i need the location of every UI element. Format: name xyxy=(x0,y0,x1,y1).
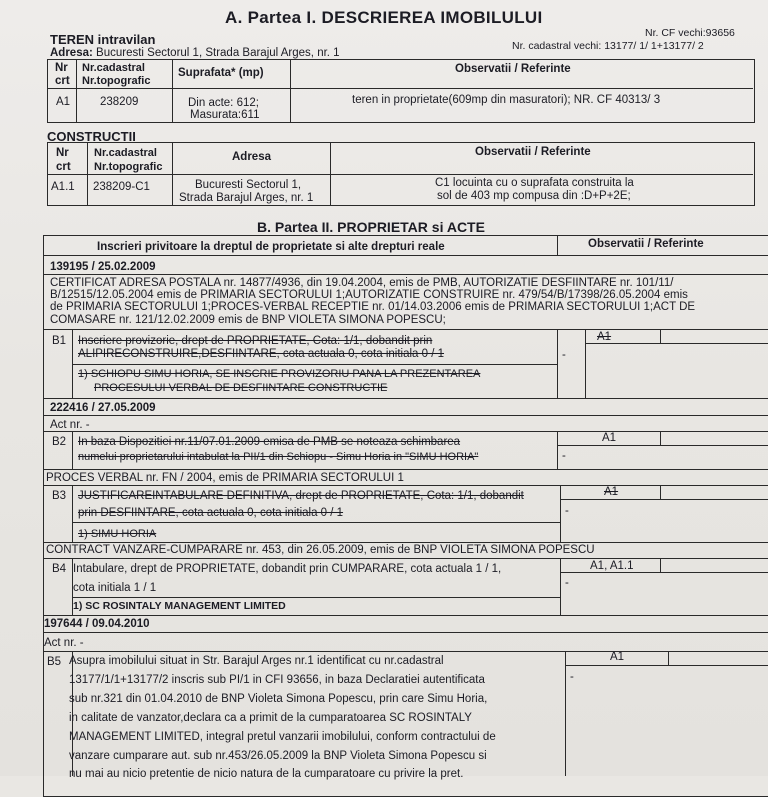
b5-line-7: nu mai au nicio pretentie de nicio natura de la cumparatoare cu privire la pret. xyxy=(69,768,464,780)
b2-dash: - xyxy=(562,450,566,462)
con-nr: A1.1 xyxy=(51,181,75,193)
b3-line-2: prin DESFIINTARE, cota actuala 0, cota initiala 0 / 1 xyxy=(78,507,344,519)
section-id-5: 197644 / 09.04.2010 xyxy=(44,618,150,630)
act-line-1c: de PRIMARIA SECTORULUI 1;PROCES-VERBAL RECEPTIE nr. 01/14.03.2006 emis de PRIMARIA SECTORULUI 1;ACT DE xyxy=(50,301,696,313)
land-hdr-nr: Nr crt xyxy=(55,62,70,87)
land-nr: A1 xyxy=(56,96,71,108)
b3-dash: - xyxy=(565,505,569,517)
entry-b1: B1 xyxy=(52,335,67,347)
b5-line-6: vanzare cumparare aut. sub nr.453/26.05.2009 la BNP Violeta Simona Popescu si xyxy=(69,750,487,762)
con-address-1: Bucuresti Sectorul 1, xyxy=(195,179,302,191)
b5-line-5: MANAGEMENT LIMITED, integral pretul vanzarii imobilului, conform contractului de xyxy=(69,731,496,743)
b4-ref: A1, A1.1 xyxy=(590,560,634,572)
b1-line-1: Inscriere provizorie, drept de PROPRIETATE, Cota: 1/1, dobandit prin xyxy=(78,335,433,347)
part-b-title: B. Partea II. PROPRIETAR si ACTE xyxy=(257,219,485,235)
land-label: TEREN intravilan xyxy=(50,32,156,47)
act-line-1b: B/12515/12.05.2004 emis de PRIMARIA SECTORULUI 1;AUTORIZATIE CONSTRUIRE nr. 479/54/B/17398/26.05.2004 emis xyxy=(50,289,688,301)
b1-dash: - xyxy=(562,349,566,361)
section-id-2: 222416 / 27.05.2009 xyxy=(50,402,156,414)
b3-ref: A1 xyxy=(604,486,619,498)
con-hdr-obs: Observatii / Referinte xyxy=(475,146,591,158)
land-cadastral: 238209 xyxy=(100,96,139,108)
part-b-header-left: Inscrieri privitoare la dreptul de proprietate si alte drepturi reale xyxy=(97,241,445,253)
section-id-1: 139195 / 25.02.2009 xyxy=(50,261,156,273)
con-hdr-nr: Nr crt xyxy=(56,147,71,173)
address-line xyxy=(50,47,340,59)
b4-owner: 1) SC ROSINTALY MANAGEMENT LIMITED xyxy=(73,600,286,612)
land-hdr-surface: Suprafata* (mp) xyxy=(178,67,264,79)
cf-old: Nr. CF vechi:93656 xyxy=(645,27,735,39)
act-5: Act nr. - xyxy=(44,637,84,649)
b4-line-2: cota initiala 1 / 1 xyxy=(73,582,157,594)
b2-line-2: numelui proprietarului intabulat la PII/1 din Schiopu - Simu Horia in "SIMU HORIA" xyxy=(78,451,479,463)
act-2: Act nr. - xyxy=(50,419,90,431)
b3-line-1: JUSTIFICAREINTABULARE DEFINITIVA, drept de PROPRIETATE, Cota: 1/1, dobandit xyxy=(78,490,524,502)
b5-line-1: Asupra imobilului situat in Str. Barajul Arges nr.1 identificat cu nr.cadastral xyxy=(69,655,444,667)
con-hdr-cadastral: Nr.cadastral Nr.topografic xyxy=(94,147,163,173)
address-label: Adresa: xyxy=(50,47,93,59)
b5-dash: - xyxy=(570,671,574,683)
entry-b2: B2 xyxy=(52,436,67,448)
land-hdr-obs: Observatii / Referinte xyxy=(455,63,571,75)
land-surface-masurata: Masurata:611 xyxy=(190,109,260,121)
act-line-1d: COMASARE nr. 121/12.02.2009 emis de BNP VIOLETA SIMONA POPESCU; xyxy=(50,314,446,326)
b1-ref: A1 xyxy=(597,331,612,343)
b5-line-2: 13177/1/1+13177/2 inscris sub PI/1 in CFI 93656, in baza Declaratiei autentificata xyxy=(69,674,485,686)
b1-owner-1: 1) SCHIOPU SIMU HORIA, SE INSCRIE PROVIZORIU PANA LA PREZENTAREA xyxy=(78,368,481,380)
b2-line-1: In baza Dispozitiei nr.11/07.01.2009 emisa de PMB se noteaza schimbarea xyxy=(78,436,461,448)
land-obs: teren in proprietate(609mp din masuratori); NR. CF 40313/ 3 xyxy=(352,94,661,106)
entry-b4: B4 xyxy=(52,563,67,575)
con-hdr-address: Adresa xyxy=(232,151,271,163)
part-b-header-right: Observatii / Referinte xyxy=(588,238,704,250)
b2-ref: A1 xyxy=(602,432,617,444)
entry-b5: B5 xyxy=(47,656,62,668)
b5-line-3: sub nr.321 din 01.04.2010 de BNP Violeta Simona Popescu, prin care Simu Horia, xyxy=(69,693,488,705)
b1-line-2: ALIPIRECONSTRUIRE,DESFIINTARE, cota actuala 0, cota initiala 0 / 1 xyxy=(78,348,445,360)
con-address-2: Strada Barajul Arges, nr. 1 xyxy=(179,192,314,204)
land-surface-acte: Din acte: 612; xyxy=(188,97,259,109)
cadastral-old: Nr. cadastral vechi: 13177/ 1/ 1+13177/ 2 xyxy=(512,40,704,52)
b3-owner: 1) SIMU HORIA xyxy=(78,528,157,540)
address-value: Bucuresti Sectorul 1, Strada Barajul Arges, nr. 1 xyxy=(96,47,340,59)
b5-line-4: in calitate de vanzator,declara ca a primit de la cumparatoarea SC ROSINTALY xyxy=(69,712,472,724)
act-line-1a: CERTIFICAT ADRESA POSTALA nr. 14877/4936, din 19.04.2004, emis de PMB, AUTORIZATIE DESFIINTARE nr. 101/11/ xyxy=(50,277,674,289)
con-cadastral: 238209-C1 xyxy=(93,181,150,193)
con-obs-2: sol de 403 mp compusa din :D+P+2E; xyxy=(437,190,631,202)
constructions-label: CONSTRUCTII xyxy=(47,129,136,144)
entry-b3: B3 xyxy=(52,490,67,502)
part-a-title: A. Partea I. DESCRIEREA IMOBILULUI xyxy=(225,8,543,27)
b4-line-1: Intabulare, drept de PROPRIETATE, dobandit prin CUMPARARE, cota actuala 1 / 1, xyxy=(73,563,502,575)
b1-owner-2: PROCESULUI VERBAL DE DESFIINTARE CONSTRUCTIE xyxy=(94,382,388,394)
b4-dash: - xyxy=(565,577,569,589)
land-hdr-cadastral: Nr.cadastral Nr.topografic xyxy=(82,62,151,87)
act-3: PROCES VERBAL nr. FN / 2004, emis de PRIMARIA SECTORULUI 1 xyxy=(46,472,404,484)
con-obs-1: C1 locuinta cu o suprafata construita la xyxy=(435,177,634,189)
act-4: CONTRACT VANZARE-CUMPARARE nr. 453, din 26.05.2009, emis de BNP VIOLETA SIMONA POPESCU xyxy=(46,544,595,556)
b5-ref: A1 xyxy=(610,651,625,663)
